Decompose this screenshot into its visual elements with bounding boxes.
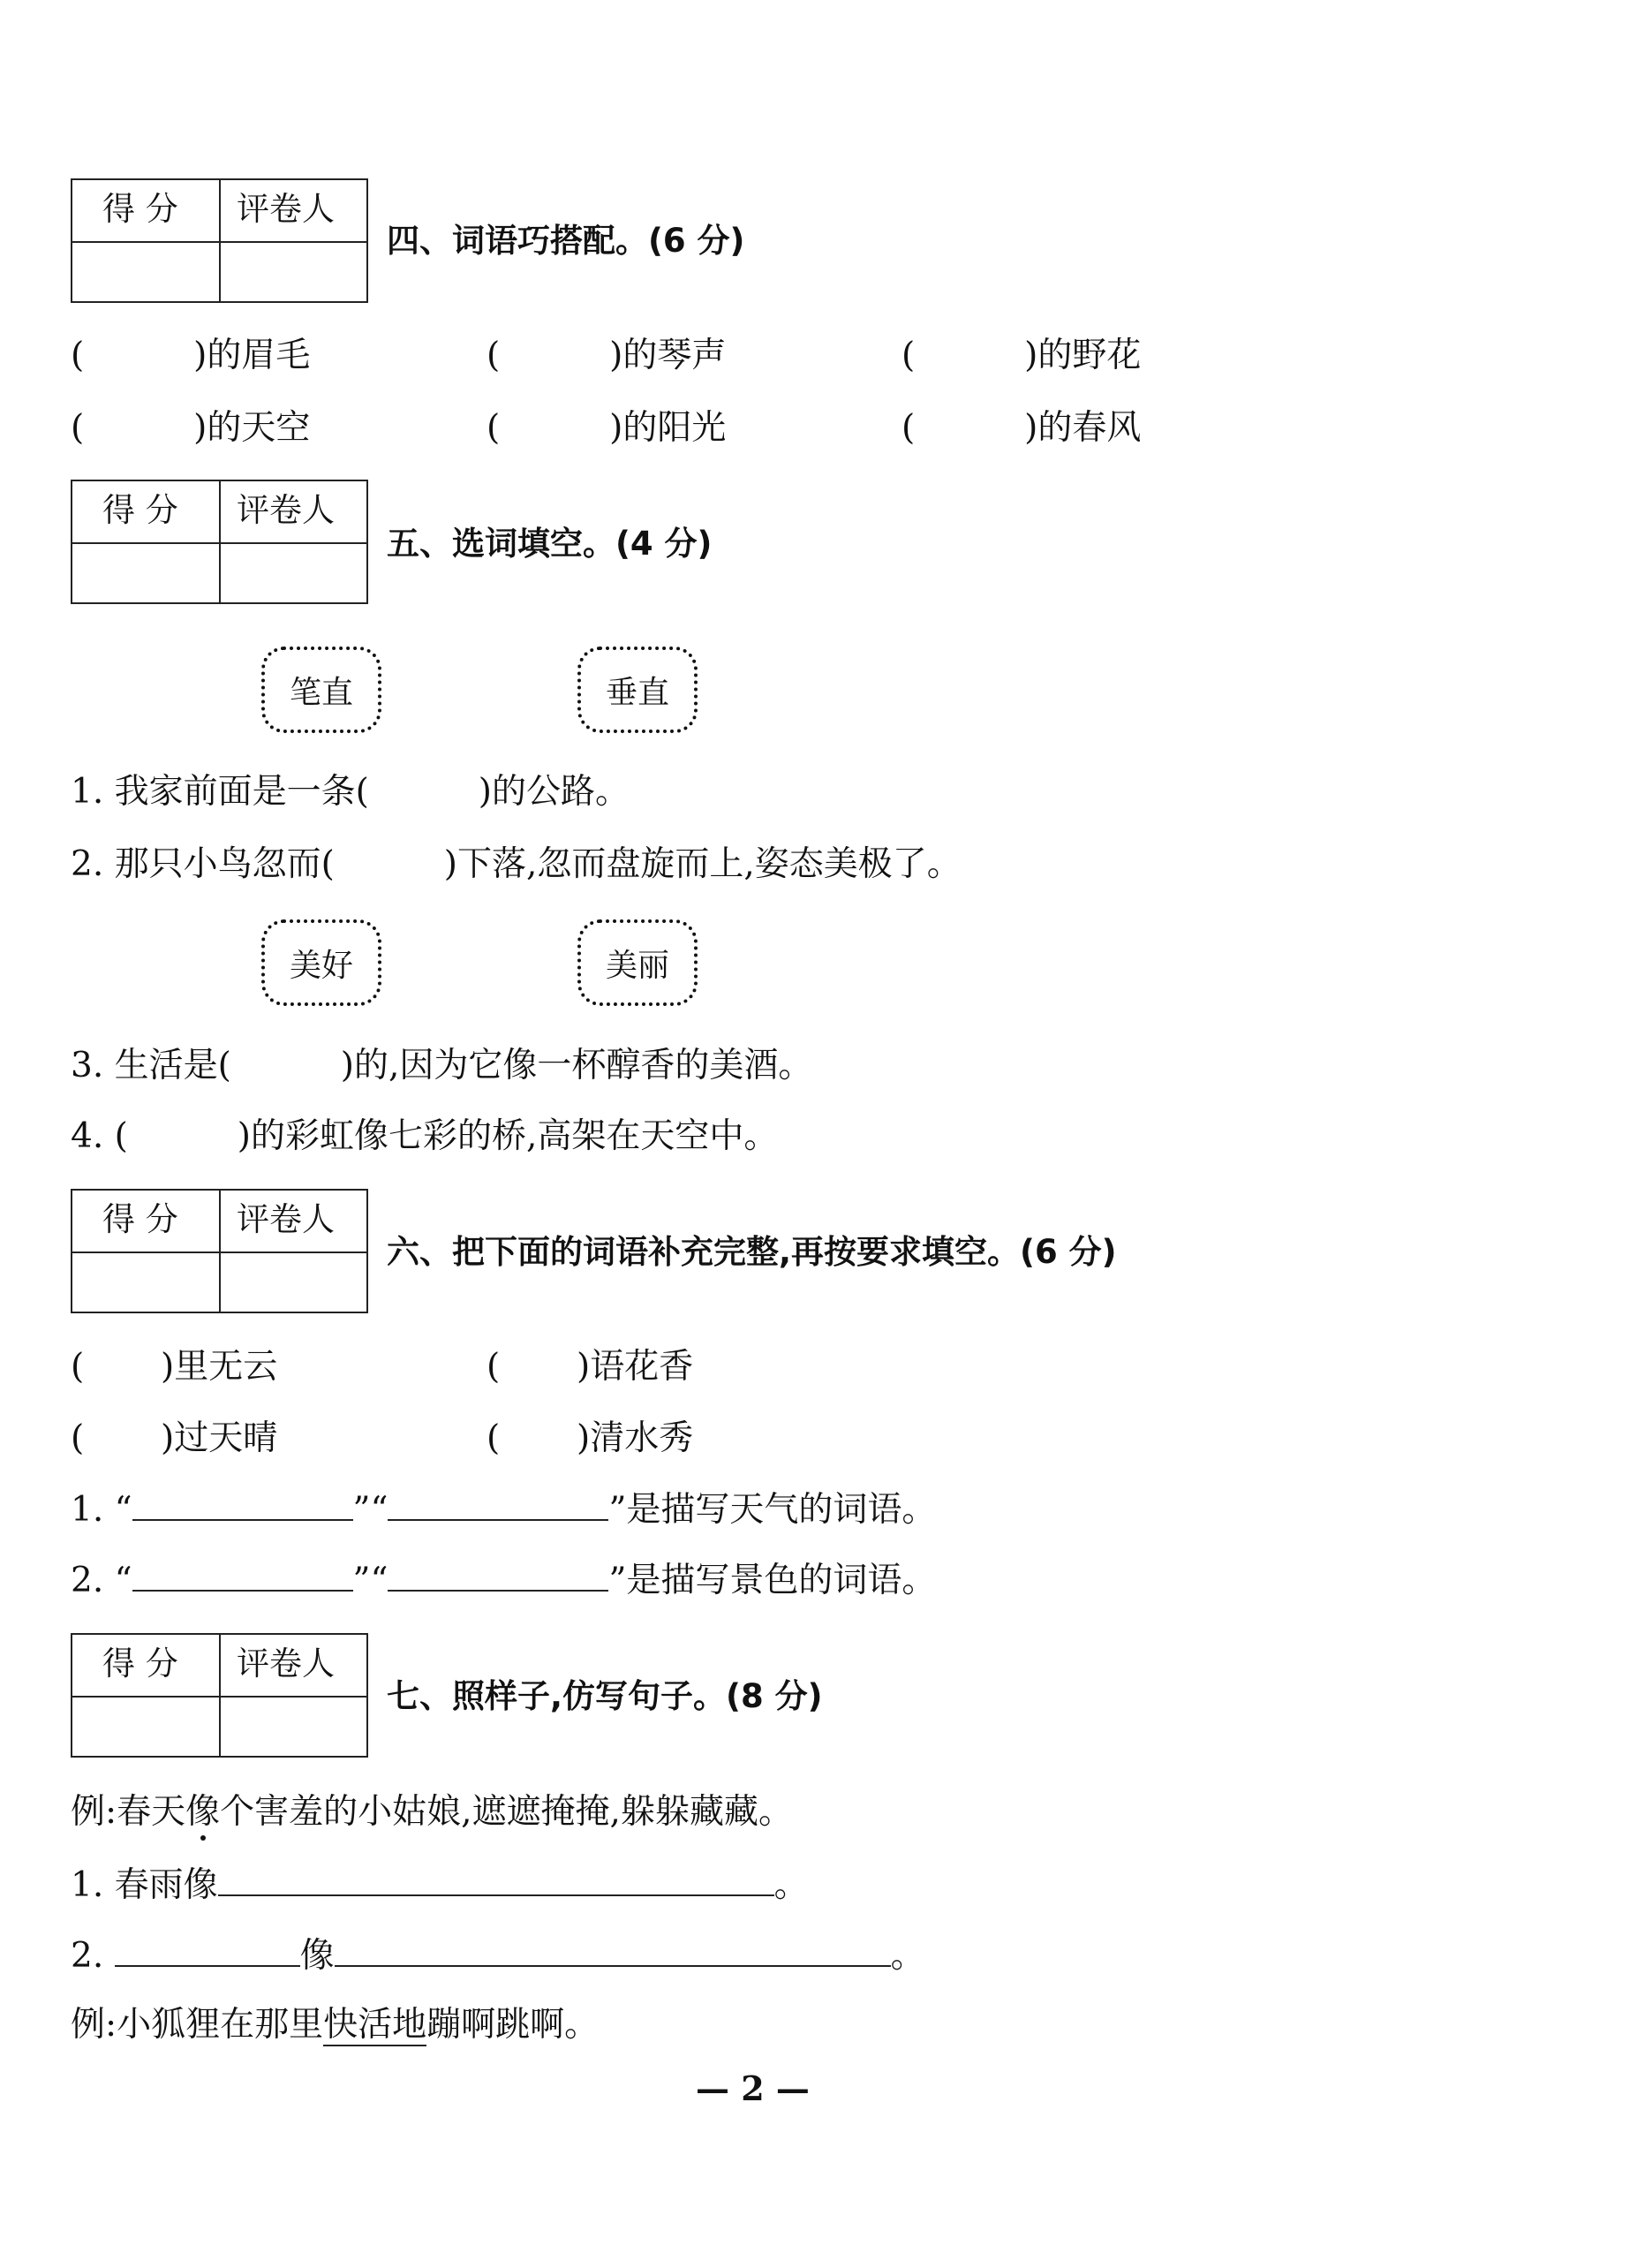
match-item: ( )的阳光 bbox=[487, 408, 727, 448]
section-4-title: 四、词语巧搭配。(6 分) bbox=[387, 222, 745, 260]
question-3: 3. 生活是( )的,因为它像一杯醇香的美酒。 bbox=[71, 1046, 813, 1085]
idiom-item: ( )语花香 bbox=[487, 1347, 694, 1387]
q-number: 2. bbox=[71, 1936, 115, 1976]
section-6-title: 六、把下面的词语补充完整,再按要求填空。(6 分) bbox=[387, 1233, 1117, 1271]
imitation-question-2 bbox=[71, 1933, 925, 1978]
text: 例:小狐狸在那里 bbox=[71, 2005, 324, 2045]
section-5-title: 五、选词填空。(4 分) bbox=[387, 525, 713, 563]
q-text: 像 bbox=[299, 1936, 335, 1976]
grader-label: 评卷人 bbox=[237, 1200, 335, 1238]
text: 个害羞的小姑娘,遮遮掩掩,躲躲藏藏。 bbox=[220, 1792, 793, 1832]
question-2: 2. 那只小鸟忽而( )下落,忽而盘旋而上,姿态美极了。 bbox=[71, 844, 962, 884]
answer-blank[interactable] bbox=[388, 1558, 608, 1592]
score-label: 得 分 bbox=[102, 491, 178, 529]
word-choice-box: 美丽 bbox=[577, 919, 698, 1006]
q-text: ”是描写天气的词语。 bbox=[608, 1490, 937, 1530]
word-choice-box: 垂直 bbox=[577, 647, 698, 733]
example-sentence-1 bbox=[71, 1790, 793, 1834]
grader-label: 评卷人 bbox=[237, 190, 335, 228]
answer-blank[interactable] bbox=[335, 1933, 891, 1967]
answer-blank[interactable] bbox=[218, 1863, 774, 1896]
fill-question-1 bbox=[71, 1487, 936, 1532]
page-number: — 2 — bbox=[696, 2068, 810, 2108]
score-label: 得 分 bbox=[102, 190, 178, 228]
match-item: ( )的眉毛 bbox=[71, 336, 311, 375]
score-box bbox=[71, 1189, 368, 1313]
word-choice-box: 美好 bbox=[261, 919, 381, 1006]
example-sentence-2 bbox=[71, 2003, 599, 2047]
answer-blank[interactable] bbox=[132, 1487, 353, 1521]
grader-label: 评卷人 bbox=[237, 1645, 335, 1683]
match-item: ( )的琴声 bbox=[487, 336, 727, 375]
match-item: ( )的天空 bbox=[71, 408, 311, 448]
q-text: ”是描写景色的词语。 bbox=[608, 1561, 937, 1600]
idiom-item: ( )清水秀 bbox=[487, 1418, 694, 1458]
underlined-word: 快活地 bbox=[323, 2005, 427, 2045]
question-1: 1. 我家前面是一条( )的公路。 bbox=[71, 772, 630, 812]
score-label: 得 分 bbox=[102, 1200, 178, 1238]
match-item: ( )的野花 bbox=[901, 336, 1142, 375]
imitation-question-1 bbox=[71, 1863, 809, 1908]
text: 蹦啊跳啊。 bbox=[426, 2005, 600, 2045]
section-7-title: 七、照样子,仿写句子。(8 分) bbox=[387, 1677, 823, 1715]
q-text: 1. 春雨像 bbox=[71, 1865, 218, 1905]
text: 例:春天 bbox=[71, 1792, 186, 1832]
fill-question-2 bbox=[71, 1558, 936, 1603]
quote-mid: ”“ bbox=[352, 1561, 388, 1600]
answer-blank[interactable] bbox=[132, 1558, 353, 1592]
word-choice-box: 笔直 bbox=[261, 647, 381, 733]
q-number: 2. “ bbox=[71, 1561, 132, 1600]
score-box bbox=[71, 1633, 368, 1758]
answer-blank[interactable] bbox=[388, 1487, 608, 1521]
emphasis-char: 像 bbox=[185, 1792, 221, 1832]
match-item: ( )的春风 bbox=[901, 408, 1142, 448]
period: 。 bbox=[773, 1865, 809, 1905]
idiom-item: ( )里无云 bbox=[71, 1347, 278, 1387]
grader-label: 评卷人 bbox=[237, 491, 335, 529]
question-4: 4. ( )的彩虹像七彩的桥,高架在天空中。 bbox=[71, 1116, 779, 1156]
quote-mid: ”“ bbox=[352, 1490, 388, 1530]
answer-blank[interactable] bbox=[115, 1933, 300, 1967]
q-number: 1. “ bbox=[71, 1490, 132, 1530]
period: 。 bbox=[890, 1936, 925, 1976]
score-label: 得 分 bbox=[102, 1645, 178, 1683]
score-box bbox=[71, 178, 368, 303]
score-box bbox=[71, 480, 368, 604]
idiom-item: ( )过天晴 bbox=[71, 1418, 278, 1458]
